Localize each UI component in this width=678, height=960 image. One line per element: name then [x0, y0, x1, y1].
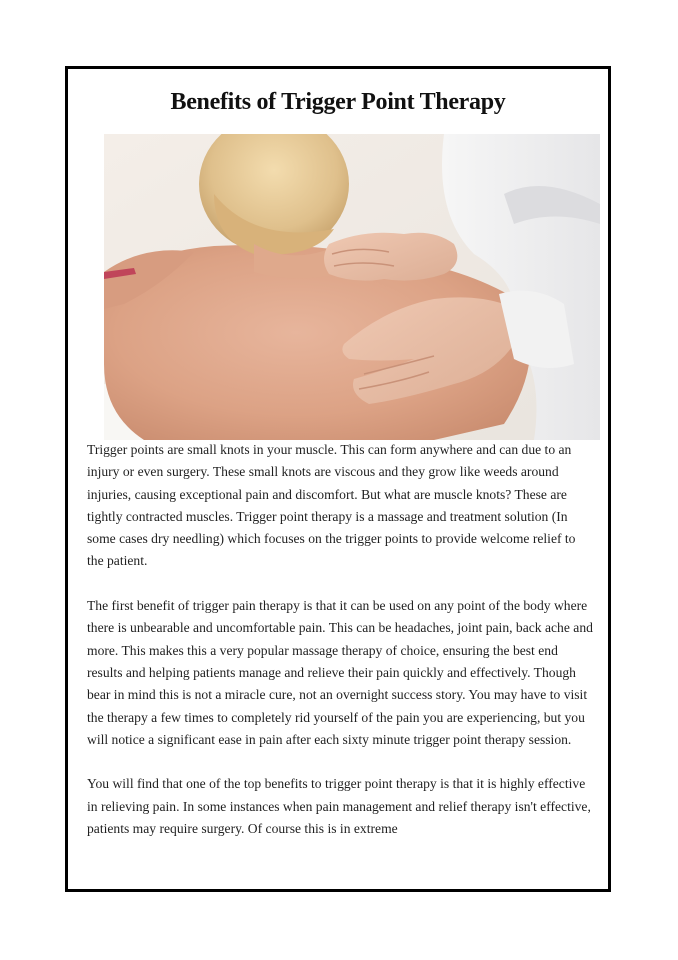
paragraph: Trigger points are small knots in your muscle. This can form anywhere and can due to an injury or even surgery. These small knots are viscous and they grow like weeds around injuries, causing exceptional pain and discomfort. But what are muscle knots? These are tightly contracted muscles. Trigger point therapy is a massage and treatment solution (In some cases dry needling) which focuses on the trigger points to provide welcome relief to the patient.	[87, 442, 576, 569]
article-body	[87, 439, 595, 863]
paragraph: You will find that one of the top benefits to trigger point therapy is that it is highly effective in relieving pain. In some instances when pain management and relief therapy isn't effective, patients may require surgery. Of course this is in extreme	[87, 776, 591, 837]
page-title: Benefits of Trigger Point Therapy	[170, 89, 506, 115]
document-frame	[65, 66, 611, 892]
massage-photo	[104, 134, 600, 440]
paragraph: The first benefit of trigger pain therapy is that it can be used on any point of the body where there is unbearable and uncomfortable pain. This can be headaches, joint pain, back ache and more. This makes this a very popular massage therapy of choice, ensuring the best end results and helping patients manage and relieve their pain quickly and effectively. Though bear in mind this is not a miracle cure, not an overnight success story. You may have to visit the therapy a few times to completely rid yourself of the pain you are experiencing, but you will notice a significant ease in pain after each sixty minute trigger point therapy session.	[87, 598, 593, 747]
